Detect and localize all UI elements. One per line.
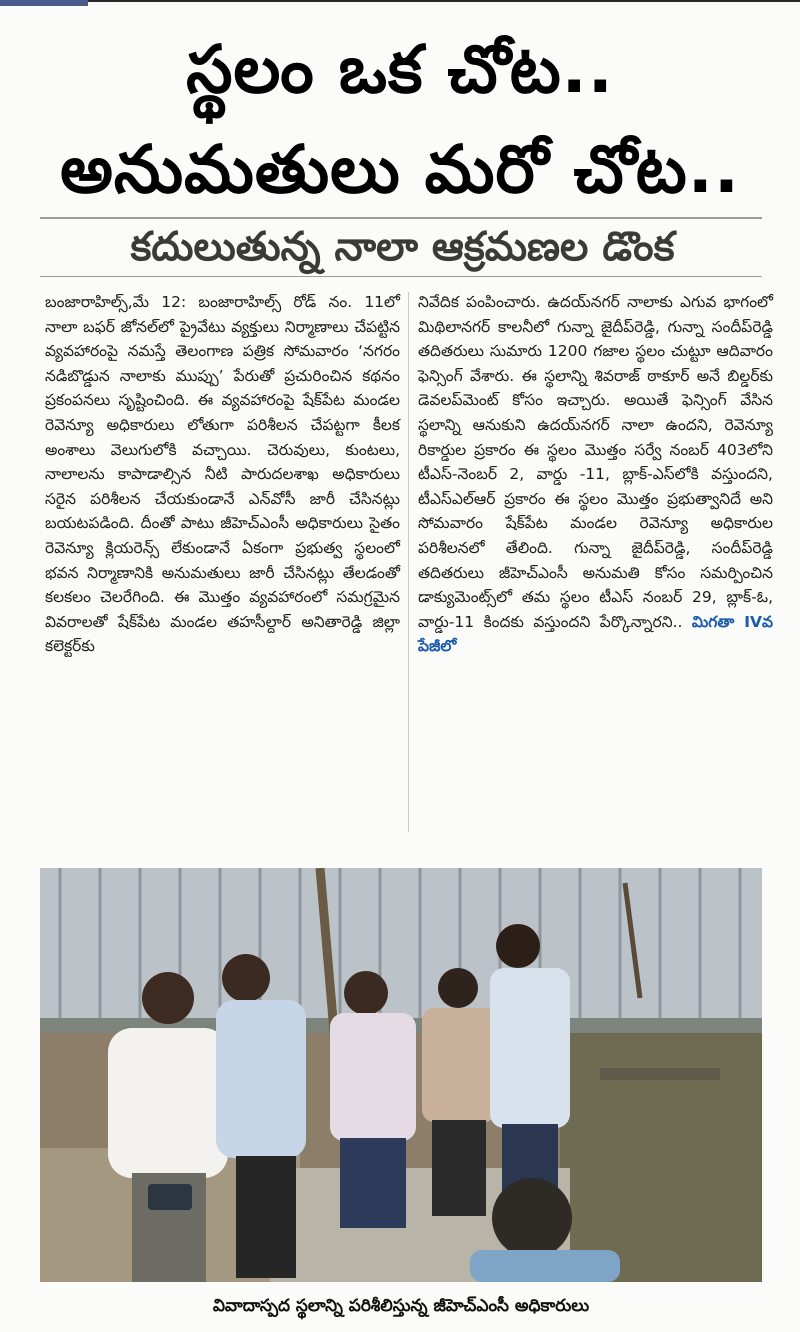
article-column-right-text: నివేదిక పంపించారు. ఉదయ్‌నగర్ నాలాకు ఎగువ భాగంలో మిథిలానగర్ కాలనీలో గున్నా జైదీప్‌రెడ్డి, గున్నా సందీప్‌రెడ్డి తదితరులు సుమారు 1200 గజాల స్థలం చుట్టూ ఆదివారం ఫెన్సింగ్ వేశారు. ఈ స్థలాన్ని శివరాజ్ ఠాకూర్ అనే బిల్డర్‌కు డెవలప్‌మెంట్ కోసం ఇచ్చారు. అయితే ఫెన్సింగ్ వేసిన స్థలాన్ని ఆనుకుని ఉదయ్‌నగర్ నాలా ఉందని, రెవెన్యూ రికార్డుల ప్రకారం ఈ స్థలం మొత్తం సర్వే నంబర్ 403లోని టీఎస్-నెంబర్ 2, వార్డు -11, బ్లాక్-ఎస్‌లోకి వస్తుందని, టీఎస్‌ఎల్‌ఆర్ ప్రకారం ఈ స్థలం మొత్తం ప్రభుత్వానిదే అని సోమవారం షేక్‌పేట మండల రెవెన్యూ అధికారుల పరిశీలనలో తేలింది. గున్నా జైదీప్‌రెడ్డి, సందీప్‌రెడ్డి తదితరులు జీహెచ్‌ఎంసీ అనుమతి కోసం సమర్పించిన డాక్యుమెంట్స్‌లో తమ స్థలం టీఎస్ నంబర్ 29, బ్లాక్-ఓ, వార్డు-11 కిందకు వస్తుందని పేర్కొన్నారని.. bbox=[418, 293, 773, 631]
article-column-right bbox=[418, 290, 773, 659]
top-corner-mark bbox=[0, 0, 88, 6]
divider-rule bbox=[40, 217, 762, 219]
column-divider bbox=[408, 292, 409, 832]
photo-caption: వివాదాస్పద స్థలాన్ని పరిశీలిస్తున్న జీహెచ్‌ఎంసీ అధికారులు bbox=[212, 1296, 590, 1316]
continued-on-page: మిగతా IVవ పేజీలో bbox=[418, 612, 773, 656]
news-photo bbox=[40, 868, 762, 1282]
article-column-left: బంజారాహిల్స్,మే 12: బంజారాహిల్స్ రోడ్ నం. 11లో నాలా బఫర్ జోనల్‌లో ప్రైవేటు వ్యక్తులు నిర్మాణాలు చేపట్టిన వ్యవహారంపై నమస్తే తెలంగాణ పత్రిక సోమవారం ‘నగరం నడిబొడ్డున నాలాకు ముప్పు’ పేరుతో ప్రచురించిన కథనం ప్రకంపనలు సృష్టించింది. ఈ వ్యవహారంపై షేక్‌పేట మండల రెవెన్యూ అధికారులు లోతుగా పరిశీలన చేపట్టగా కీలక అంశాలు వెలుగులోకి వచ్చాయి. చెరువులు, కుంటలు, నాలాలను కాపాడాల్సిన నీటి పారుదలశాఖ అధికారులు సరైన పరిశీలన చేయకుండానే ఎన్‌వోసీ జారీ చేసినట్లు బయటపడింది. దీంతో పాటు జీహెచ్‌ఎంసీ అధికారులు సైతం రెవెన్యూ క్లియరెన్స్ లేకుండానే ఏకంగా ప్రభుత్వ స్థలంలో భవన నిర్మాణానికి అనుమతులు జారీ చేసినట్లు తేలడంతో కలకలం చెలరేగింది. ఈ మొత్తం వ్యవహారంలో సమగ్రమైన వివరాలతో షేక్‌పేట మండల తహసీల్దార్ అనితారెడ్డి జిల్లా కలెక్టర్‌కు bbox=[45, 293, 400, 656]
subheadline: కదులుతున్న నాలా ఆక్రమణల డొంక bbox=[130, 224, 675, 270]
news-photo-illustration bbox=[40, 868, 762, 1282]
divider-rule bbox=[40, 276, 762, 277]
headline-line-1: స్థలం ఒక చోట.. bbox=[186, 31, 614, 108]
top-border bbox=[0, 0, 800, 2]
headline-line-2: అనుమతులు మరో చోట.. bbox=[60, 131, 740, 208]
